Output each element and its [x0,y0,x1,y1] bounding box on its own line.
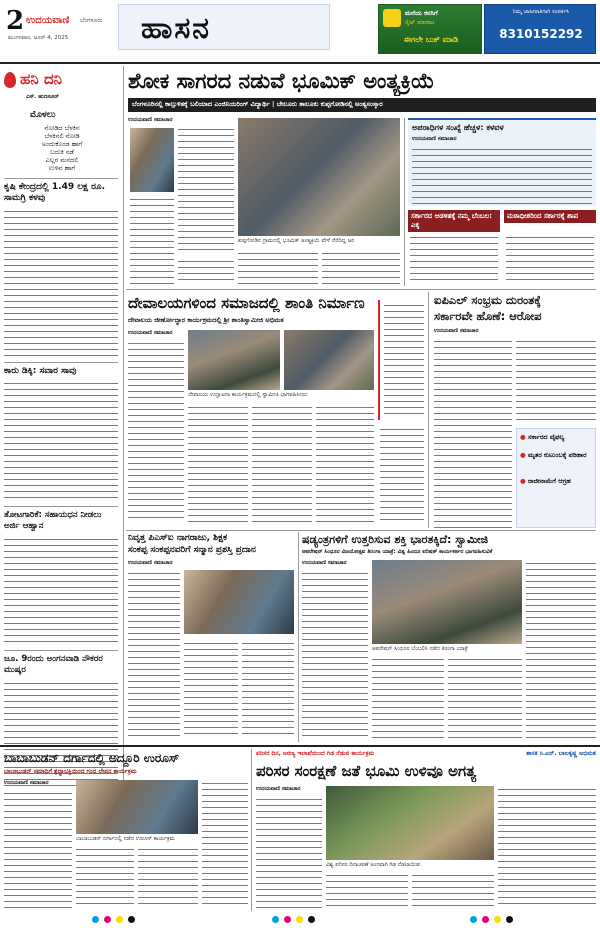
bottom-right-body-col3 [412,872,494,908]
print-registration-marks [0,912,600,928]
logo-text: ಹನಿ ದನಿ [20,70,62,88]
lead-main-photo [238,118,400,236]
registration-mark-icon [308,916,315,923]
header-ad-2 [484,4,596,54]
right-box-2-title: ಸರ್ಕಾರದ ಆಡಳಿತಕ್ಕೆ ನಮ್ಮ ಬೆಂಬಲ: ಎಕ್ಕ [408,210,500,232]
poem-line: ಉಳಿವ ಹಾಗೆ [48,164,76,172]
temple-subhead: ದೇವಾಲಯ ಜೀರ್ಣೋದ್ಧಾರ ಕಾರ್ಯಕ್ರಮದಲ್ಲಿ ಶ್ರೀ ಶಾಂತಿಸ್ವಾಮೀಜಿ ಅಭಿಮತ [128,316,284,324]
ad-2-text: ನಿಮ್ಮ ಜಾಹೀರಾತಿಗಾಗಿ ಸಂಪರ್ಕಿಸಿ [512,9,570,15]
ipl-bullet [520,477,594,486]
lead-subhead: ಬೆಂಗಳೂರಿನಲ್ಲಿ ಕಾಲ್ತುಳಿತಕ್ಕೆ ಬಲಿಯಾದ ಎಂಜಿನಿಯರಿಂಗ್ ವಿದ್ಯಾರ್ಥಿ | ಬೇಲೂರು ತಾಲೂಕು ಕುಪ್ಪಗೋಡಿನಲ್ಲಿ ಅಂತ್ಯಸಂಸ್ಕಾರ [132,100,383,108]
logo-byline: ಎಸ್. ಹುಣಸೂರ್ [26,94,59,100]
ipl-bullet-text: ಸರ್ಕಾರದ ವೈಫಲ್ಯ [527,433,565,441]
right-box-1 [408,118,596,206]
poem-line: ಬದುಕಿ ನಡೆ [50,148,74,156]
bottom-right-kicker-bar [256,749,596,760]
lead-body-col3 [178,258,234,284]
temple-body-col2 [188,404,248,522]
swamiji-subhead: ಆಪರೇಷನ್ ಸಿಂಧೂರ ವಿಜಯೋತ್ಸವ ತಿರಂಗಾ ಯಾತ್ರೆ: ವಿಶ್ವ ಹಿಂದೂ ಪರಿಷತ್ ಕಾರ್ಯಕರ್ತರ ಭಾಗವಹಿಸುವಿಕೆ [302,549,493,555]
story3-body [4,536,118,646]
ipl-bullet [520,451,594,460]
swamiji-body-col1 [302,570,368,740]
story1-body [4,208,118,358]
temple-byline: ಉದಯವಾಣಿ ಸಮಾಚಾರ [128,330,173,336]
bottom-right-byline: ಉದಯವಾಣಿ ಸಮಾಚಾರ [256,786,301,792]
ipl-body-col2 [516,338,596,424]
page-number: 2 [6,6,25,36]
award-body-col3 [242,640,294,738]
registration-mark-icon [506,916,513,923]
registration-mark-icon [92,916,99,923]
left-column [0,66,122,862]
temple-body-col1 [128,340,184,520]
bullet-icon: ● [520,477,526,485]
swamiji-byline: ಉದಯವಾಣಿ ಸಮಾಚಾರ [302,560,347,566]
bottom-left-body-col4 [202,780,248,908]
right-box-2 [408,210,500,286]
section-title: ಹಾಸನ [141,11,211,46]
ipl-headline-1: ಐಪಿಎಲ್ ಸಂಭ್ರಮ ದುರಂತಕ್ಕೆ [434,293,541,307]
column-rule [251,749,252,911]
poem-line: ಬೆಳಕಿನಲಿ ನೋಡಿ [44,132,80,140]
poem-line: ಅಂದುಕೊಂಡ ಹಾಗೆ [41,140,83,148]
section-title-box [118,4,330,50]
divider [4,362,118,363]
temple-photo-2 [284,330,374,390]
column-rule [298,532,299,742]
section-rule [126,530,596,531]
lead-body-col5 [322,250,400,284]
award-body-col1 [128,570,180,738]
page-header [0,0,600,62]
bullet-icon: ● [520,451,526,459]
award-byline: ಉದಯವಾಣಿ ಸಮಾಚಾರ [128,560,173,566]
temple-headline: ದೇವಾಲಯಗಳಿಂದ ಸಮಾಜದಲ್ಲಿ ಶಾಂತಿ ನಿರ್ಮಾಣ [128,294,365,312]
right-box-1-body [412,146,592,204]
lead-headline: ಶೋಕ ಸಾಗರದ ನಡುವೆ ಭೂಮಿಕ್ ಅಂತ್ಯಕ್ರಿಯೆ [128,69,435,93]
story2-body [4,380,118,502]
edition-name: ಬೆಂಗಳೂರು [80,17,103,24]
ipl-byline: ಉದಯವಾಣಿ ಸಮಾಚಾರ [434,328,479,334]
story1-headline: ಕೃಷಿ ಕೇಂದ್ರದಲ್ಲಿ 1.49 ಲಕ್ಷ ರೂ. ಸಾಮಗ್ರಿ ಕಳವು [4,182,105,203]
award-headline-2: ಸಂಕಪ್ಪ ಸಂಕಪ್ಪನವರಿಗೆ ಸನ್ಮಾನ ಪ್ರಶಸ್ತಿ ಪ್ರದಾನ [128,545,256,555]
temple-photo-caption: ದೇವಾಲಯ ಉದ್ಘಾಟನಾ ಕಾರ್ಯಕ್ರಮದಲ್ಲಿ ಸ್ವಾಮೀಜಿ ಭಾಗವಹಿಸಿದರು [188,392,308,398]
issue-date: ಮಂಗಳವಾರ, ಜೂನ್ 4, 2025 [8,35,69,41]
poem-line: ನೋಡಿದ ಬೆಳಕಿನ [44,124,80,132]
bottom-right-body-col4 [498,786,596,908]
right-box-3 [504,210,596,286]
registration-mark-icon [116,916,123,923]
registration-mark-icon [296,916,303,923]
bottom-left-body-col2 [76,846,134,908]
swamiji-body-col4 [526,560,596,740]
swamiji-headline: ಷಡ್ಯಂತ್ರಗಳಿಗೆ ಉತ್ತರಿಸುವ ಶಕ್ತಿ ಭಾರತಕ್ಕಿದೆ: ಸ್ವಾಮೀಜಿ [302,533,489,546]
registration-mark-icon [272,916,279,923]
bottom-right-headline: ಪರಿಸರ ಸಂರಕ್ಷಣೆ ಜತೆ ಭೂಮಿ ಉಳಿವೂ ಅಗತ್ಯ [256,762,477,780]
right-box-3-body [506,234,594,284]
bottom-left-photo-caption: ಬಾಬಾಬುಡನ್ ದರ್ಗಾದಲ್ಲಿ ನಡೆದ ಉರೂಸ್ ಕಾರ್ಯಕ್ರಮ [76,836,175,842]
ad-1-badge [383,9,401,27]
honey-logo [4,70,118,92]
ad-2-phone: 8310152292 [499,27,583,41]
registration-mark-icon [128,916,135,923]
lead-byline: ಉದಯವಾಣಿ ಸಮಾಚಾರ [128,117,173,123]
section-rule [126,289,596,290]
lead-body-col1 [178,126,234,254]
ad-1-title: ಮನೆಯ ಕನಸಿಗೆ [405,9,438,17]
story4-headline: ಜೂ. 9ರಂದು ಅಂಗನವಾಡಿ ನೌಕರರ ಮುಷ್ಕರ [4,654,103,675]
bottom-right-photo [326,786,494,860]
registration-mark-icon [104,916,111,923]
swamiji-photo [372,560,522,644]
divider [4,650,118,651]
header-ad-1 [378,4,482,54]
story3-headline: ತೋಟಗಾರಿಕೆ: ಸಹಾಯಧನ ನೀಡಲು ಅರ್ಜಿ ಆಹ್ವಾನ [4,510,102,531]
temple-quote-lines [384,302,424,416]
ipl-bullet-text: ರಾಜೀನಾಮೆಗೆ ಆಗ್ರಹ [527,477,571,485]
lead-body-col2 [130,196,174,284]
column-rule [123,66,124,796]
bottom-right-kicker-2: ಶಾಸಕ ಸಿ.ಎನ್. ಬಾಲಕೃಷ್ಣ ಅಭಿಮತ [526,750,596,757]
temple-photo-1 [188,330,280,390]
lead-portrait-photo [130,128,174,192]
bottom-right-photo-caption: ವಿಶ್ವ ಪರಿಸರ ದಿನಾಚರಣೆ ಅಂಗವಾಗಿ ಗಿಡ ನೆಡಲಾಯಿತು [326,862,421,868]
temple-body-col5 [380,426,424,522]
poem-line: ಎಲ್ಲರ ಮನದಲಿ [45,156,79,164]
registration-mark-icon [494,916,501,923]
swamiji-body-col3 [448,656,522,740]
ipl-headline-2: ಸರ್ಕಾರವೇ ಹೊಣೆ: ಆರೋಪ [434,309,542,323]
ad-1-sub: ಈಗಲೇ ಬುಕ್ ಮಾಡಿ [403,35,459,44]
ipl-body-col1 [434,338,512,528]
lead-photo-caption: ಕುಪ್ಪಗೋಡಿನ ಗ್ರಾಮದಲ್ಲಿ ಭೂಮಿಕ್ ಅಂತ್ಯಕ್ರಿಯೆ ವೇಳೆ ನೆರೆದಿದ್ದ ಜನ [238,238,355,244]
right-box-2-body [410,234,498,284]
registration-mark-icon [284,916,291,923]
poem-body [10,124,114,172]
divider [4,506,118,507]
divider [4,178,118,179]
bullet-icon: ● [520,433,526,441]
bottom-left-photo [76,780,198,834]
right-box-1-byline: ಉದಯವಾಣಿ ಸಮಾಚಾರ [412,136,457,142]
bottom-left-headline: ಬಾಬಾಬುಡನ್ ದರ್ಗಾದಲ್ಲಿ ಅದ್ದೂರಿ ಉರೂಸ್ [4,751,180,765]
bottom-left-subhead: ಬಾಬಾಬುಡನ್ ಸಮಾಧಿಗೆ ಶ್ರದ್ಧಾಭಕ್ತಿಯಿಂದ ಗಂಧ ಲೇಪನ ಕಾರ್ಯಕ್ರಮ [4,768,137,775]
ipl-bullet-text: ಮೃತರ ಕುಟುಂಬಕ್ಕೆ ಪರಿಹಾರ [527,451,587,459]
bottom-left-byline: ಉದಯವಾಣಿ ಸಮಾಚಾರ [4,780,49,786]
column-rule [428,292,429,528]
right-box-1-title: ಅಪರಾಧಿಗಳ ಸಂಖ್ಯೆ ಹೆಚ್ಚಳ: ಕಳವಳ [412,123,504,132]
bottom-left-body-col3 [138,846,198,908]
section-rule [0,745,600,747]
masthead-name: ಉದಯವಾಣಿ [26,15,70,26]
swamiji-body-col2 [372,656,444,740]
ipl-bullet [520,433,594,442]
ad-1-tag: ಸೈಟ್ ಮಾರಾಟ [405,19,435,26]
bottom-right-body-col1 [256,796,322,908]
temple-quote-box [378,300,424,420]
bottom-right-body-col2 [326,872,408,908]
header-rule [0,62,600,64]
award-body-col2 [184,640,238,738]
honey-drop-icon [4,72,16,88]
swamiji-photo-caption: ಆಪರೇಷನ್ ಸಿಂಧೂರ ಬೆಂಬಲಿಸಿ ನಡೆದ ತಿರಂಗಾ ಯಾತ್ರೆ [372,646,468,652]
award-headline-1: ನಿವೃತ್ತ ಪಿಎಸ್‌ಐ ನಾಗರಾಜು, ಶಿಕ್ಷಕ [128,533,228,543]
bottom-right-kicker: ಪರಿಸರ ದಿನ, ಅರಣ್ಯ ಇಲಾಖೆಯಿಂದ ಗಿಡ ನೆಡುವ ಕಾರ್ಯಕ್ರಮ [256,750,375,757]
lead-body-col4 [238,250,318,284]
story2-headline: ಕಾರು ಡಿಕ್ಕಿ: ಸವಾರ ಸಾವು [4,366,77,376]
column-rule [404,118,405,286]
ipl-bullet-box [516,428,596,528]
award-photo [184,570,294,634]
lead-subhead-bar [128,98,596,112]
temple-body-col4 [316,404,374,522]
bottom-left-body-col1 [4,790,72,908]
temple-body-col3 [252,404,312,522]
registration-mark-icon [470,916,477,923]
poem-title: ಮೊಳಲು [30,110,56,120]
registration-mark-icon [482,916,489,923]
right-box-3-title: ಮಠಾಧೀಶರಿಂದ ಸರ್ಕಾರಕ್ಕೆ ಶಾಪ [504,210,596,223]
